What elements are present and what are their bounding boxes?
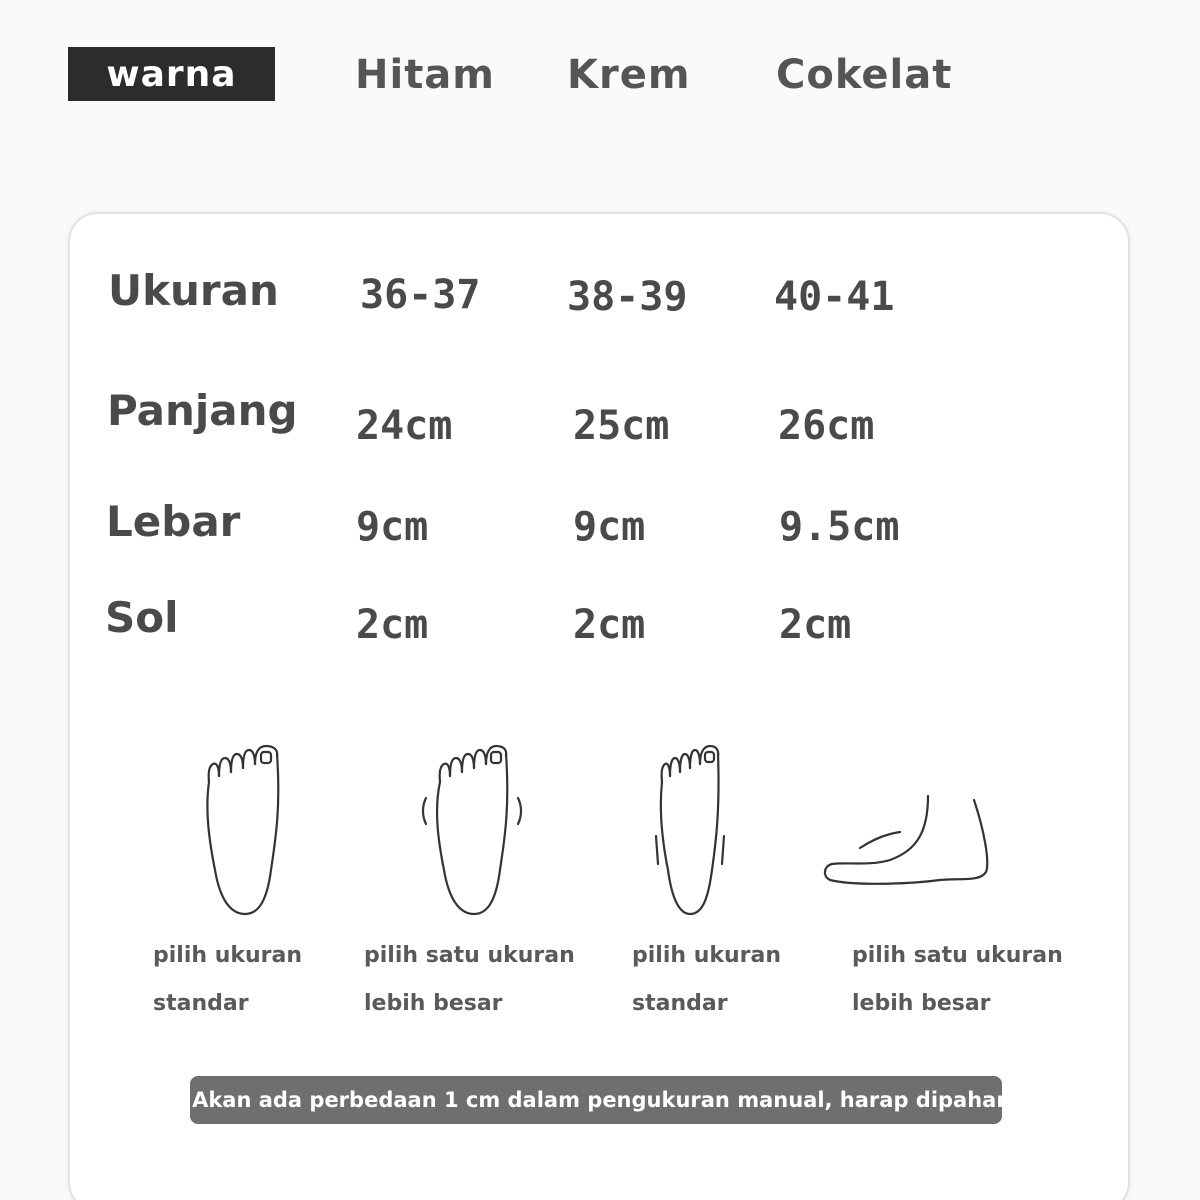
foot-caption-3-line1: pilih ukuran xyxy=(632,943,782,968)
color-label: warna xyxy=(68,47,275,101)
foot-standard-icon xyxy=(195,740,295,920)
size-header-3: 40-41 xyxy=(774,274,895,320)
cell-lebar-3: 9.5cm xyxy=(779,504,900,550)
foot-caption-1-line1: pilih ukuran xyxy=(153,943,303,968)
foot-caption-2-line1: pilih satu ukuran xyxy=(364,943,575,968)
foot-caption-2 xyxy=(364,932,575,1028)
cell-sol-3: 2cm xyxy=(779,602,852,648)
foot-caption-4 xyxy=(852,932,1063,1028)
color-option-krem: Krem xyxy=(567,52,691,98)
size-chart-card xyxy=(68,212,1130,1200)
size-header-label: Ukuran xyxy=(108,266,279,315)
cell-panjang-2: 25cm xyxy=(573,403,670,449)
size-header-2: 38-39 xyxy=(567,274,688,320)
size-header-1: 36-37 xyxy=(360,272,481,318)
cell-lebar-2: 9cm xyxy=(573,504,646,550)
foot-caption-4-line2: lebih besar xyxy=(852,991,991,1016)
cell-lebar-1: 9cm xyxy=(356,504,429,550)
foot-narrow-icon xyxy=(648,740,738,920)
foot-high-instep-icon xyxy=(820,790,1000,900)
foot-caption-3 xyxy=(632,932,781,1028)
cell-sol-2: 2cm xyxy=(573,602,646,648)
foot-caption-1 xyxy=(153,932,302,1028)
cell-panjang-3: 26cm xyxy=(778,403,875,449)
row-label-lebar: Lebar xyxy=(106,497,241,546)
foot-caption-3-line2: standar xyxy=(632,991,728,1016)
foot-caption-2-line2: lebih besar xyxy=(364,991,503,1016)
color-option-cokelat: Cokelat xyxy=(776,52,953,98)
cell-sol-1: 2cm xyxy=(356,602,429,648)
row-label-panjang: Panjang xyxy=(107,386,298,435)
foot-wide-icon xyxy=(418,740,528,920)
measurement-note: * Akan ada perbedaan 1 cm dalam pengukuran manual, harap dipaham xyxy=(190,1076,1002,1124)
cell-panjang-1: 24cm xyxy=(356,403,453,449)
row-label-sol: Sol xyxy=(105,593,179,642)
foot-caption-4-line1: pilih satu ukuran xyxy=(852,943,1063,968)
foot-caption-1-line2: standar xyxy=(153,991,249,1016)
color-option-hitam: Hitam xyxy=(355,52,495,98)
